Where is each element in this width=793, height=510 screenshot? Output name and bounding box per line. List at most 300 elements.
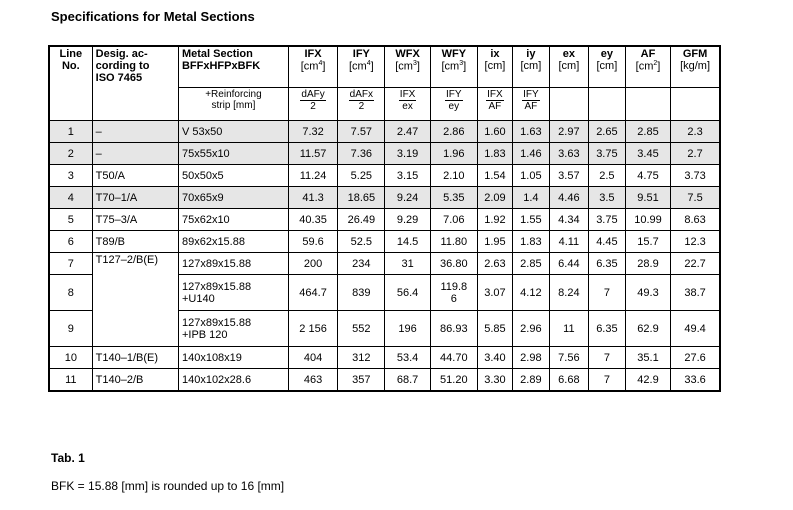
row-value-text: 7.57 — [350, 125, 373, 138]
row-value — [588, 165, 625, 187]
row-value — [477, 369, 512, 392]
row-value-text: 2.98 — [520, 351, 542, 364]
row-designation-text: T70–1/A — [95, 191, 138, 204]
row-value-text: 3.40 — [484, 351, 506, 364]
row-designation-text: T140–2/B — [95, 373, 144, 386]
row-designation-text: – — [95, 125, 102, 138]
header-formula — [288, 88, 337, 121]
row-value — [288, 253, 337, 275]
row-value-text: 2.96 — [520, 322, 542, 335]
fraction-denominator: 2 — [358, 101, 365, 112]
row-value — [430, 209, 477, 231]
row-value-text: 42.9 — [637, 373, 659, 386]
row-section-text: 70x65x9 — [181, 191, 224, 204]
row-value — [588, 121, 625, 143]
row-value — [385, 253, 430, 275]
row-value — [288, 369, 337, 392]
row-value — [625, 369, 670, 392]
header-col-unit: [cm — [635, 60, 654, 73]
row-line-no-text: 11 — [65, 373, 77, 386]
row-section-text: 50x50x5 — [181, 169, 224, 182]
header-col-close: ] — [322, 60, 326, 73]
header-formula — [430, 88, 477, 121]
row-value-text: 5.25 — [350, 169, 373, 182]
header-col-exp: 3 — [459, 60, 464, 67]
header-formula — [549, 88, 588, 121]
row-value-text: 1.60 — [484, 125, 506, 138]
row-value — [549, 165, 588, 187]
row-section-text: V 53x50 — [181, 125, 223, 138]
row-value — [338, 187, 385, 209]
row-line-no — [49, 121, 92, 143]
row-value — [549, 369, 588, 392]
row-value — [671, 231, 720, 253]
header-col — [385, 46, 430, 88]
row-value — [588, 209, 625, 231]
row-metal-section — [178, 369, 288, 392]
row-designation — [92, 347, 178, 369]
table-row — [49, 209, 720, 231]
row-value-text: 41.3 — [302, 191, 324, 204]
row-value-text: 26.49 — [347, 213, 376, 226]
row-value-text: 7.36 — [350, 147, 373, 160]
row-value — [625, 209, 670, 231]
row-value — [288, 121, 337, 143]
row-value — [671, 121, 720, 143]
header-col — [625, 46, 670, 88]
row-value — [477, 143, 512, 165]
row-value — [549, 253, 588, 275]
row-value-text: 464.7 — [299, 286, 327, 299]
row-value-text: 62.9 — [637, 322, 659, 335]
row-value-text: 9.29 — [396, 213, 419, 226]
row-value — [588, 275, 625, 311]
row-value — [477, 209, 512, 231]
row-line-no-text: 9 — [67, 322, 74, 335]
row-value — [430, 347, 477, 369]
header-desig-text: ISO 7465 — [95, 72, 143, 84]
row-value-text: 6.44 — [558, 257, 580, 270]
row-value — [512, 209, 549, 231]
table-row — [49, 231, 720, 253]
header-col-unit: [kg/m] — [680, 60, 711, 72]
header-col-unit: [cm — [300, 60, 319, 73]
row-metal-section — [178, 121, 288, 143]
row-value — [288, 165, 337, 187]
header-reinforcing-text: +Reinforcing — [205, 89, 262, 100]
fraction-numerator: dAFy — [301, 89, 325, 100]
row-value-text: 86.93 — [440, 322, 468, 335]
header-formula — [338, 88, 385, 121]
row-value — [430, 143, 477, 165]
row-value-text: 11 — [563, 322, 575, 335]
header-col-exp: 4 — [366, 60, 371, 67]
row-value — [477, 275, 512, 311]
row-value-text: 234 — [352, 257, 371, 270]
row-value-text: 4.34 — [558, 213, 580, 226]
header-col — [671, 46, 720, 88]
row-line-no-text: 3 — [67, 169, 74, 182]
formula-fraction — [300, 89, 325, 112]
row-value-text: 4.11 — [558, 235, 580, 248]
row-designation-text: T89/B — [95, 235, 126, 248]
row-value-text: 2.65 — [596, 125, 618, 138]
table-row — [49, 165, 720, 187]
row-value — [588, 253, 625, 275]
header-designation — [92, 46, 178, 121]
row-designation-text: T127–2/B(E) — [95, 254, 159, 266]
row-line-no — [49, 253, 92, 275]
row-value-text: 9.24 — [396, 191, 419, 204]
row-section-text: 140x108x19 — [181, 351, 242, 364]
header-col-name: GFM — [682, 48, 708, 60]
row-value-text: 4.75 — [637, 169, 659, 182]
row-value — [385, 369, 430, 392]
row-value — [477, 253, 512, 275]
row-value — [288, 231, 337, 253]
row-value — [512, 231, 549, 253]
row-value — [512, 143, 549, 165]
formula-fraction — [486, 89, 504, 112]
row-value — [549, 121, 588, 143]
row-value-text: 3.45 — [637, 147, 659, 160]
header-col-name: IFX — [304, 48, 322, 60]
row-value — [338, 143, 385, 165]
row-value-text: 200 — [303, 257, 323, 270]
header-col-name: IFY — [352, 48, 370, 60]
row-value — [512, 253, 549, 275]
row-value-text: 404 — [303, 351, 323, 364]
row-value — [549, 143, 588, 165]
row-line-no — [49, 165, 92, 187]
row-designation — [92, 209, 178, 231]
row-value — [477, 121, 512, 143]
row-value-text: 35.1 — [637, 351, 659, 364]
row-value-text: 18.65 — [347, 191, 376, 204]
header-section-text: Metal Section — [181, 48, 253, 60]
row-value — [671, 165, 720, 187]
row-value-text: 33.6 — [684, 373, 706, 386]
row-value-text: 2.63 — [484, 257, 506, 270]
row-value-text: 49.3 — [637, 286, 659, 299]
header-col — [430, 46, 477, 88]
header-col — [588, 46, 625, 88]
header-col-name: WFY — [441, 48, 467, 60]
row-value — [477, 311, 512, 347]
row-value-text: 2 156 — [299, 322, 327, 335]
row-value-text: 1.46 — [520, 147, 542, 160]
row-value — [430, 187, 477, 209]
row-value-text: 3.07 — [484, 286, 506, 299]
row-value — [671, 311, 720, 347]
row-designation — [92, 143, 178, 165]
row-value — [625, 121, 670, 143]
row-value-text: 1.95 — [484, 235, 506, 248]
table-row — [49, 143, 720, 165]
row-value-text: 15.7 — [637, 235, 659, 248]
row-value — [477, 347, 512, 369]
header-line-no — [49, 46, 92, 121]
row-section-text: 140x102x28.6 — [181, 373, 252, 386]
header-col-name: ix — [490, 48, 500, 60]
fraction-numerator: IFY — [446, 89, 462, 100]
fraction-numerator: IFX — [399, 89, 416, 100]
row-value-text: 3.15 — [396, 169, 419, 182]
header-col-unit: [cm — [349, 60, 367, 73]
row-value — [588, 369, 625, 392]
row-value — [430, 253, 477, 275]
header-col-name: AF — [640, 48, 656, 60]
row-value-text: 40.35 — [299, 213, 327, 226]
fraction-denominator: AF — [524, 101, 538, 112]
row-line-no-text: 8 — [67, 286, 74, 299]
row-value-text: 3.5 — [599, 191, 615, 204]
row-value — [430, 275, 477, 311]
row-value-text: 312 — [352, 351, 371, 364]
header-desig-text: Desig. ac- — [95, 48, 148, 60]
row-value-text: 14.5 — [396, 235, 419, 248]
row-value-text: 4.46 — [558, 191, 580, 204]
row-value — [430, 121, 477, 143]
row-value-text: 6.35 — [596, 322, 618, 335]
row-metal-section — [178, 347, 288, 369]
row-metal-section — [178, 311, 288, 347]
row-value — [549, 347, 588, 369]
row-value-text: 7.56 — [558, 351, 580, 364]
header-col — [288, 46, 337, 88]
row-metal-section — [178, 165, 288, 187]
row-value — [385, 311, 430, 347]
row-value — [625, 311, 670, 347]
row-value-text: 6.68 — [558, 373, 580, 386]
row-value — [625, 165, 670, 187]
row-value — [477, 165, 512, 187]
row-value-text: 2.47 — [396, 125, 419, 138]
row-value — [430, 369, 477, 392]
header-formula — [512, 88, 549, 121]
row-metal-section — [178, 209, 288, 231]
row-section-text: +U140 — [181, 292, 215, 305]
row-designation-text: T140–1/B(E) — [95, 351, 159, 364]
row-value-text: 1.4 — [523, 191, 539, 204]
fraction-denominator: ex — [402, 101, 413, 112]
row-value-text: 4.12 — [520, 286, 542, 299]
row-value-text: 10.99 — [634, 213, 662, 226]
header-col — [512, 46, 549, 88]
header-col-name: iy — [526, 48, 536, 60]
specifications-table — [48, 45, 721, 392]
header-col-unit: [cm] — [558, 60, 580, 72]
row-value — [338, 231, 385, 253]
row-value-text: 5.85 — [484, 322, 506, 335]
row-designation — [92, 231, 178, 253]
header-col-exp: 3 — [412, 60, 417, 67]
row-value-text: 59.6 — [302, 235, 324, 248]
row-value-text: 7 — [603, 286, 610, 299]
row-designation — [92, 121, 178, 143]
row-line-no — [49, 209, 92, 231]
row-value-text: 3.19 — [396, 147, 419, 160]
row-designation-text: T75–3/A — [95, 213, 138, 226]
row-value — [288, 209, 337, 231]
row-value-text: 11.24 — [299, 169, 327, 182]
row-value — [625, 187, 670, 209]
row-value-text: 2.09 — [484, 191, 506, 204]
row-value — [671, 347, 720, 369]
row-value-text: 2.85 — [637, 125, 659, 138]
row-line-no-text: 10 — [64, 351, 77, 364]
row-line-no-text: 2 — [67, 147, 74, 160]
row-value-text: 2.85 — [520, 257, 542, 270]
row-line-no — [49, 187, 92, 209]
row-value — [512, 369, 549, 392]
header-formula — [477, 88, 512, 121]
row-value-text: 2.86 — [443, 125, 465, 138]
row-value — [385, 275, 430, 311]
row-value-text: 9.51 — [637, 191, 659, 204]
row-line-no — [49, 347, 92, 369]
row-value-text: 2.89 — [520, 373, 542, 386]
header-col-close: ] — [463, 60, 467, 73]
row-value-text: 552 — [352, 322, 371, 335]
header-line-text: No. — [61, 60, 80, 72]
row-value-text: 1.92 — [484, 213, 506, 226]
row-value — [385, 121, 430, 143]
row-value — [625, 253, 670, 275]
row-value — [625, 231, 670, 253]
row-value-text: 3.30 — [484, 373, 506, 386]
row-value — [477, 231, 512, 253]
row-value — [512, 275, 549, 311]
row-value-text: 7 — [603, 351, 610, 364]
row-value-text: 1.05 — [520, 169, 542, 182]
row-designation — [92, 253, 178, 347]
row-value — [430, 165, 477, 187]
header-reinforcing-text: strip [mm] — [211, 100, 256, 111]
fraction-denominator: ey — [448, 101, 460, 112]
row-value — [288, 347, 337, 369]
row-value — [288, 311, 337, 347]
row-value — [338, 165, 385, 187]
row-value-text: 3.75 — [596, 213, 618, 226]
row-value-text: 2.3 — [687, 125, 703, 138]
row-value-text: 196 — [398, 322, 417, 335]
header-col — [477, 46, 512, 88]
row-value — [385, 347, 430, 369]
row-value-text: 1.55 — [520, 213, 542, 226]
row-value-text: 357 — [352, 373, 371, 386]
row-value — [625, 347, 670, 369]
row-value — [549, 209, 588, 231]
row-value — [671, 369, 720, 392]
row-section-text: 127x89x15.88 — [181, 280, 252, 293]
row-value-text: 11.80 — [440, 235, 468, 248]
row-designation-text: T50/A — [95, 169, 126, 182]
header-col-name: ey — [600, 48, 614, 60]
row-value-text: 7.32 — [302, 125, 324, 138]
fraction-denominator: 2 — [310, 101, 316, 112]
row-value-text: 3.57 — [558, 169, 580, 182]
row-value-text: 44.70 — [440, 351, 468, 364]
header-col-unit: [cm] — [596, 60, 618, 72]
row-value — [588, 143, 625, 165]
header-formula — [671, 88, 720, 121]
row-value-text: 4.45 — [596, 235, 618, 248]
fraction-numerator: IFX — [487, 89, 503, 100]
row-value — [588, 231, 625, 253]
header-col-name: WFX — [395, 48, 420, 60]
row-value — [430, 311, 477, 347]
formula-fraction — [445, 89, 463, 112]
row-value — [338, 369, 385, 392]
row-value — [671, 187, 720, 209]
row-value-text: 463 — [303, 373, 323, 386]
row-line-no-text: 4 — [67, 191, 74, 204]
formula-fraction — [399, 89, 417, 112]
fraction-numerator: IFY — [523, 89, 539, 100]
row-value-text: 2.7 — [687, 147, 703, 160]
header-col-unit: [cm] — [520, 60, 542, 72]
row-section-text: 75x55x10 — [181, 147, 230, 160]
header-col — [338, 46, 385, 88]
row-line-no — [49, 369, 92, 392]
row-line-no — [49, 231, 92, 253]
row-value-text: 119.8 6 — [440, 280, 468, 305]
row-value — [671, 275, 720, 311]
row-value — [385, 143, 430, 165]
formula-fraction — [349, 89, 374, 112]
row-value — [625, 275, 670, 311]
row-value — [671, 253, 720, 275]
table-row — [49, 187, 720, 209]
header-col-unit: [cm — [441, 60, 460, 73]
row-section-text: 75x62x10 — [181, 213, 230, 226]
row-value — [671, 143, 720, 165]
row-value — [338, 209, 385, 231]
header-metal-section — [178, 46, 288, 88]
header-formula — [625, 88, 670, 121]
row-value-text: 22.7 — [684, 257, 706, 270]
row-value-text: 3.63 — [558, 147, 580, 160]
row-value — [549, 275, 588, 311]
row-value-text: 11.57 — [299, 147, 327, 160]
row-value-text: 56.4 — [396, 286, 419, 299]
row-value — [549, 311, 588, 347]
row-value-text: 6.35 — [596, 257, 618, 270]
row-value-text: 27.6 — [684, 351, 706, 364]
row-value-text: 2.10 — [443, 169, 465, 182]
row-value-text: 7.06 — [443, 213, 465, 226]
table-row — [49, 121, 720, 143]
row-value — [549, 187, 588, 209]
row-value — [512, 187, 549, 209]
header-desig-text: cording to — [95, 60, 150, 72]
table-row — [49, 253, 720, 275]
header-col-close: ] — [657, 60, 661, 73]
row-value — [588, 347, 625, 369]
header-col-unit: [cm] — [484, 60, 506, 72]
row-value-text: 2.97 — [558, 125, 580, 138]
row-value — [288, 275, 337, 311]
row-value-text: 1.83 — [520, 235, 542, 248]
formula-fraction — [522, 89, 540, 112]
row-value — [588, 311, 625, 347]
header-section-text: BFFxHFPxBFK — [181, 60, 261, 72]
header-formula — [588, 88, 625, 121]
row-metal-section — [178, 187, 288, 209]
row-value — [338, 253, 385, 275]
row-line-no — [49, 275, 92, 311]
